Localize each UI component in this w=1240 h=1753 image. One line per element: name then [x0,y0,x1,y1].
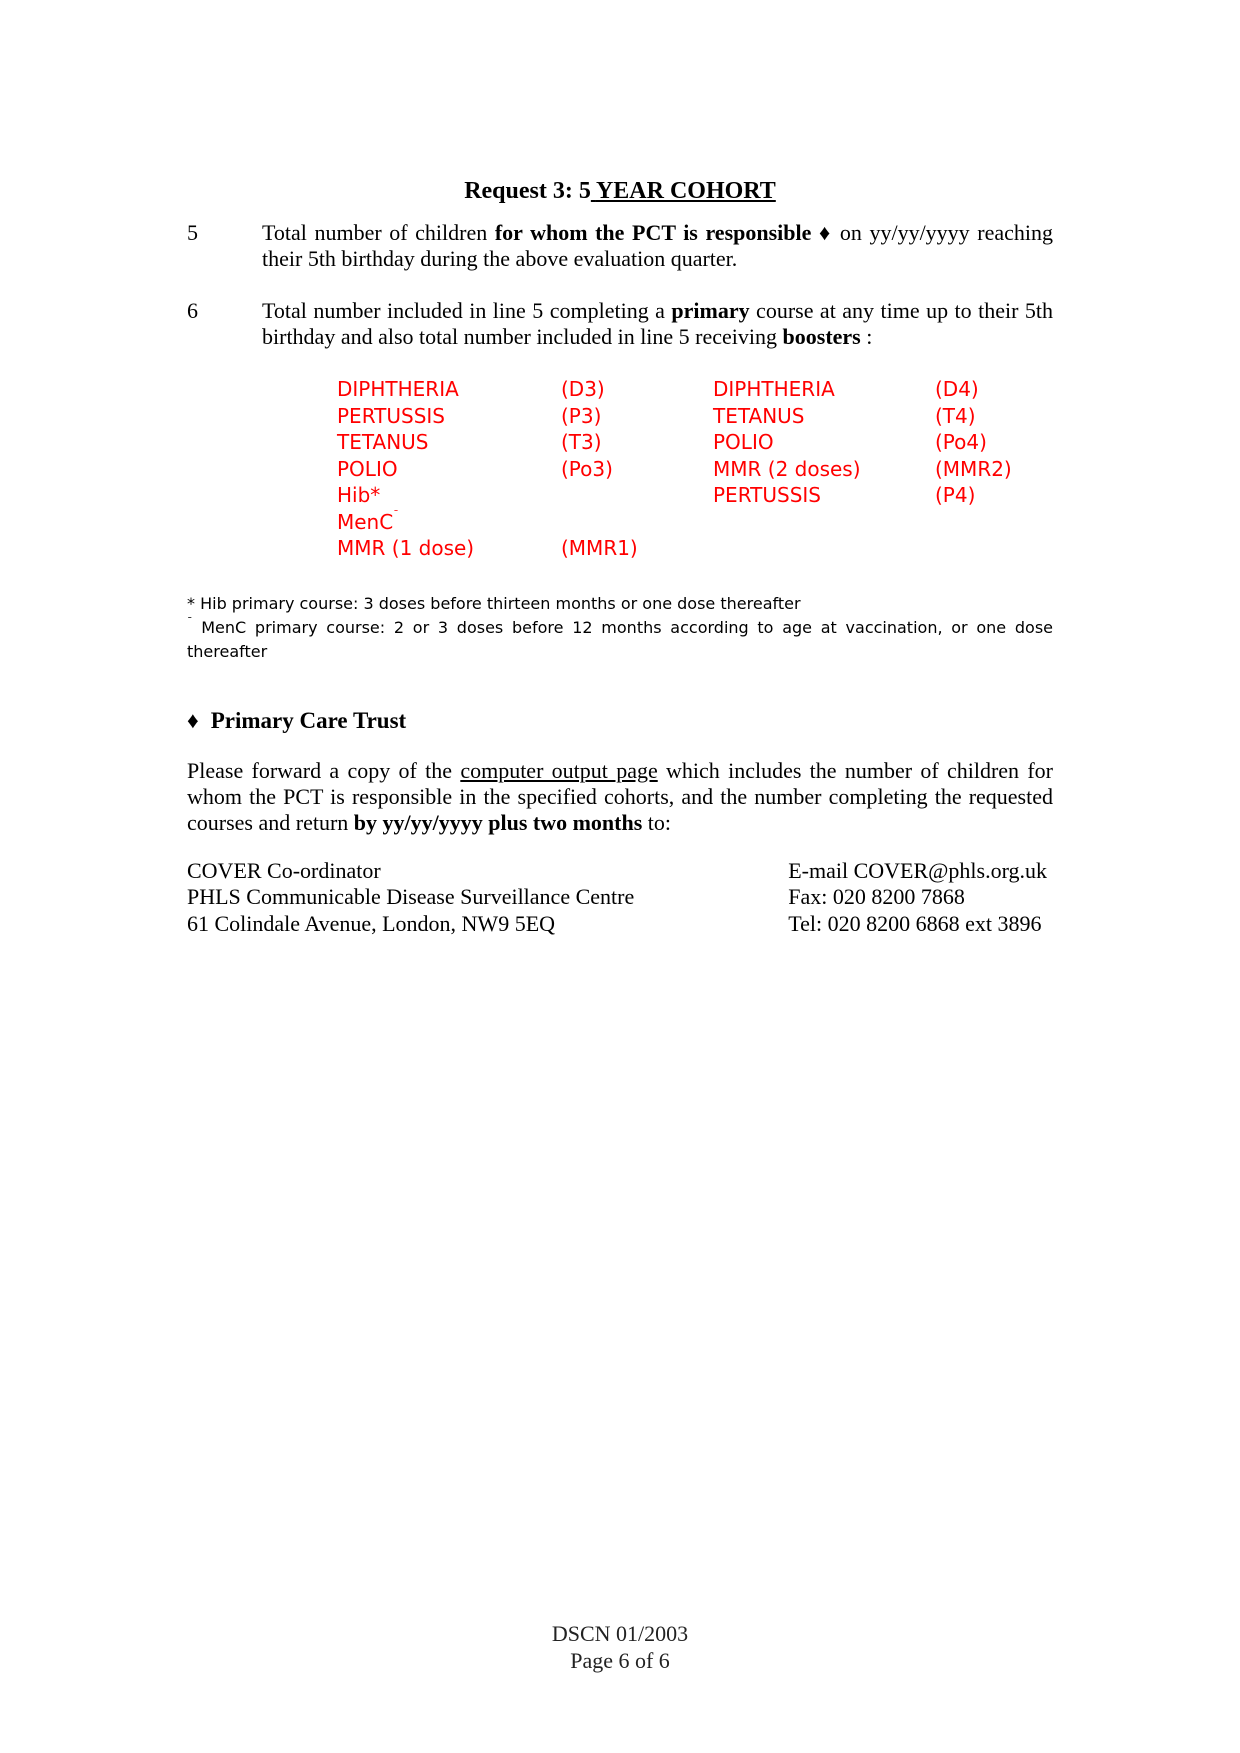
line-text: Total number included in line 5 completing a [262,298,672,323]
section-heading [187,706,1053,736]
vaccine-code: (P3) [561,403,602,428]
booster-code [935,535,1053,562]
vaccine-code: (MMR1) [561,536,638,560]
diamond-icon: ♦ [187,707,199,733]
request-title-prefix: Request 3: 5 [464,178,591,204]
vaccine-name: TETANUS [337,430,429,454]
instructions-paragraph: Please forward a copy of the computer output page which includes the number of children for whom the PCT is responsible in the specified cohorts, and the number completing the requested courses and return by yy/yy/yyyy plus two months to: [187,757,1053,835]
booster-code [935,509,1053,536]
booster-name: TETANUS [713,403,805,428]
line-text: course at any time up to their 5th birthday and also total number included in line 5 receiving [262,298,1053,349]
vaccine-name: POLIO [337,456,398,481]
page-number: Page 6 of 6 [570,1648,670,1673]
section-heading-text: Primary Care Trust [210,707,407,733]
page-footer [0,1620,1240,1674]
line-number: 6 [187,298,198,323]
booster-code: (T4) [935,403,976,428]
vaccine-code [561,509,713,536]
menc-mark: ¯ [187,614,193,628]
address-line: PHLS Communicable Disease Surveillance Centre [187,884,635,909]
line-bold-text: boosters [782,324,861,349]
booster-name: MMR (2 doses) [713,456,861,481]
booster-code: (P4) [935,483,976,507]
address-line: 61 Colindale Avenue, London, NW9 5EQ [187,910,556,936]
fax-line: Fax: 020 8200 7868 [788,884,965,909]
line-item-5 [187,220,1053,272]
vaccine-code [561,482,713,509]
footnote-menc: ¯ MenC primary course: 2 or 3 doses before 12 months according to age at vaccination, or one dose thereafter [187,614,1053,661]
vaccine-code: (T3) [561,430,602,454]
vaccine-name: MMR (1 dose) [337,536,475,560]
menc-mark: ¯ [393,507,399,521]
booster-name [713,535,935,562]
address-line: COVER Co-ordinator [187,857,381,883]
request-title-underlined: YEAR COHORT [595,178,776,204]
booster-name: POLIO [713,430,774,454]
booster-name [713,509,935,536]
line-number: 5 [187,220,198,245]
line-item-6 [187,298,1053,350]
underlined-text: computer output page [460,757,658,783]
booster-code: (MMR2) [935,456,1012,481]
vaccine-name: MenC¯ [337,507,399,534]
vaccine-code: (D3) [561,377,605,401]
document-page [187,176,1053,937]
line-bold-text: for whom the PCT is responsible [494,220,812,245]
line-text: on yy/yy/yyyy reaching their 5th birthday during the above evaluation quarter. [262,220,1053,271]
footnotes [187,592,1053,664]
line-text: : [860,324,873,349]
address [187,858,634,938]
tel-line: Tel: 020 8200 6868 ext 3896 [788,910,1042,936]
booster-code: (D4) [935,377,979,401]
vaccine-code: (Po3) [561,456,613,481]
email-line: E-mail COVER@phls.org.uk [788,857,1047,883]
request-title [187,176,1053,206]
line-bold-text: primary [671,298,750,323]
vaccine-name: Hib* [337,483,381,507]
contact-block [187,858,1053,938]
document-reference: DSCN 01/2003 [551,1621,689,1646]
booster-code: (Po4) [935,430,987,454]
vaccine-table [337,376,1053,562]
vaccine-name: PERTUSSIS [337,403,445,428]
contact-details [788,858,1047,938]
booster-name: PERTUSSIS [713,483,821,507]
footnote-hib: * Hib primary course: 3 doses before thirteen months or one dose thereafter [187,593,801,613]
vaccine-name: DIPHTHERIA [337,377,459,401]
booster-name: DIPHTHERIA [713,377,835,401]
line-text: Total number of children [262,220,495,245]
diamond-icon: ♦ [811,220,840,245]
deadline-text: by yy/yy/yyyy plus two months [353,809,643,835]
